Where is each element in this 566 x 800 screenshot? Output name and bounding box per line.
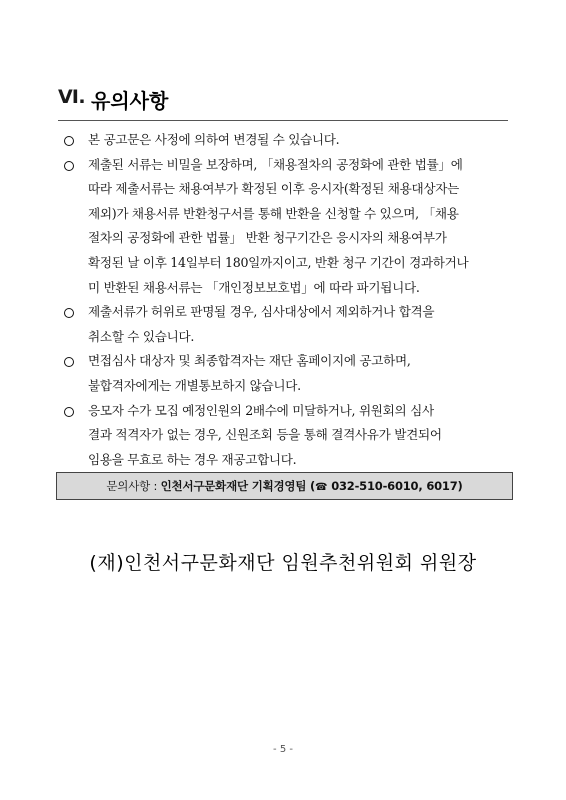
section-number: Ⅵ.: [58, 86, 86, 108]
notice-line: 제외)가 채용서류 반환청구서를 통해 반환을 신청할 수 있으며, 「채용: [88, 205, 459, 221]
notice-line: 취소할 수 있습니다.: [88, 328, 195, 344]
notice-line: 따라 제출서류는 채용여부가 확정된 이후 응시자(확정된 채용대상자는: [88, 181, 459, 197]
notice-line: 응모자 수가 모집 예정인원의 2배수에 미달하거나, 위원회의 심사: [88, 402, 434, 418]
phone-icon: ☎: [315, 482, 328, 493]
notice-line: 결과 적격자가 없는 경우, 신원조회 등을 통해 결격사유가 발견되어: [88, 427, 442, 443]
notice-list: [62, 128, 526, 472]
notice-line: 본 공고문은 사정에 의하여 변경될 수 있습니다.: [88, 132, 340, 147]
circle-bullet-icon: [64, 407, 74, 417]
notice-line: 제출서류가 허위로 판명될 경우, 심사대상에서 제외하거나 합격을: [88, 304, 435, 320]
signature-line: (재)인천서구문화재단 임원추천위원회 위원장: [89, 552, 477, 574]
circle-bullet-icon: [64, 136, 74, 146]
notice-line: 미 반환된 채용서류는 「개인정보보호법」에 따라 파기됩니다.: [88, 279, 420, 295]
notice-item: [62, 128, 526, 153]
circle-bullet-icon: [64, 161, 74, 171]
notice-line: 제출된 서류는 비밀을 보장하며, 「채용절차의 공정화에 관한 법률」에: [88, 156, 463, 172]
page-number: - 5 -: [273, 744, 293, 755]
inquiry-phone: 032-510-6010, 6017): [331, 479, 463, 493]
circle-bullet-icon: [64, 308, 74, 318]
inquiry-label: 문의사항 :: [106, 479, 161, 493]
notice-item: [62, 399, 526, 473]
notice-line: 확정된 날 이후 14일부터 180일까지이고, 반환 청구 기간이 경과하거나: [88, 254, 469, 270]
inquiry-box: [56, 472, 513, 500]
notice-item: [62, 153, 526, 301]
inquiry-org: 인천서구문화재단 기획경영팀 (: [160, 479, 316, 493]
notice-line: 임용을 무효로 하는 경우 재공고합니다.: [88, 451, 297, 467]
notice-item: [62, 300, 526, 349]
section-header: [58, 84, 508, 121]
notice-line: 면접심사 대상자 및 최종합격자는 재단 홈페이지에 공고하며,: [88, 353, 411, 369]
notice-line: 불합격자에게는 개별통보하지 않습니다.: [88, 377, 301, 393]
circle-bullet-icon: [64, 357, 74, 367]
section-title: 유의사항: [91, 89, 169, 113]
notice-item: [62, 349, 526, 398]
notice-line: 절차의 공정화에 관한 법률」 반환 청구기간은 응시자의 채용여부가: [88, 230, 447, 246]
